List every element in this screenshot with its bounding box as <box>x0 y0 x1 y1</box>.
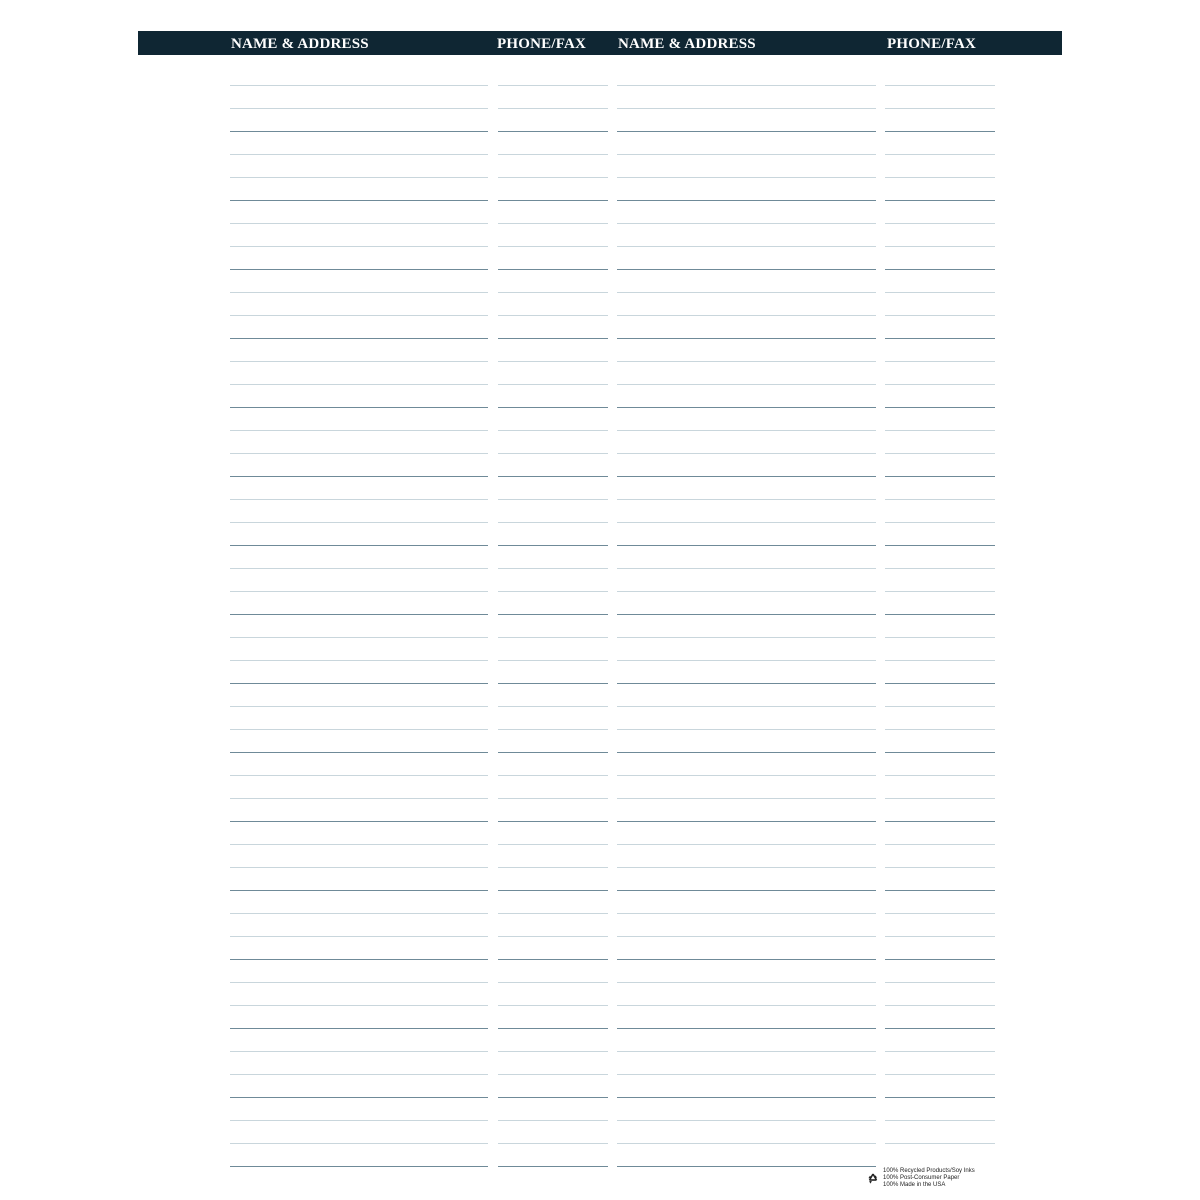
write-line-phone-fax-right <box>885 246 995 247</box>
write-line-name-address-right <box>617 798 876 799</box>
write-line-name-address-right <box>617 1005 876 1006</box>
write-line-name-address-right <box>617 545 876 546</box>
write-line-phone-fax-left <box>498 223 608 224</box>
column-header-phone-fax-right: PHONE/FAX <box>887 36 977 52</box>
write-line-name-address-left <box>230 1097 488 1098</box>
write-line-phone-fax-right <box>885 1120 995 1121</box>
write-line-name-address-left <box>230 591 488 592</box>
write-line-name-address-left <box>230 223 488 224</box>
write-line-phone-fax-right <box>885 890 995 891</box>
write-line-phone-fax-left <box>498 430 608 431</box>
write-line-name-address-left <box>230 1051 488 1052</box>
write-line-name-address-right <box>617 775 876 776</box>
write-line-name-address-left <box>230 200 488 201</box>
write-line-phone-fax-left <box>498 1097 608 1098</box>
write-line-phone-fax-right <box>885 108 995 109</box>
write-line-name-address-right <box>617 246 876 247</box>
footer-line-1: 100% Recycled Products/Soy Inks <box>883 1168 975 1174</box>
write-line-phone-fax-left <box>498 706 608 707</box>
write-line-phone-fax-right <box>885 660 995 661</box>
write-line-phone-fax-right <box>885 269 995 270</box>
write-line-phone-fax-left <box>498 1074 608 1075</box>
write-line-phone-fax-right <box>885 384 995 385</box>
write-line-phone-fax-right <box>885 913 995 914</box>
write-line-phone-fax-left <box>498 361 608 362</box>
column-header-name-address-right: NAME & ADDRESS <box>618 36 756 52</box>
write-line-phone-fax-left <box>498 867 608 868</box>
write-line-name-address-left <box>230 177 488 178</box>
write-line-phone-fax-right <box>885 591 995 592</box>
write-line-phone-fax-left <box>498 407 608 408</box>
write-line-name-address-right <box>617 890 876 891</box>
write-line-name-address-right <box>617 131 876 132</box>
write-line-name-address-left <box>230 821 488 822</box>
write-line-phone-fax-left <box>498 108 608 109</box>
column-header-name-address-left: NAME & ADDRESS <box>231 36 369 52</box>
write-line-phone-fax-right <box>885 430 995 431</box>
write-line-phone-fax-left <box>498 1143 608 1144</box>
write-line-phone-fax-right <box>885 1028 995 1029</box>
write-line-name-address-left <box>230 292 488 293</box>
write-line-phone-fax-left <box>498 476 608 477</box>
write-line-name-address-left <box>230 798 488 799</box>
write-line-name-address-left <box>230 522 488 523</box>
write-line-name-address-right <box>617 85 876 86</box>
write-line-phone-fax-right <box>885 315 995 316</box>
write-line-name-address-left <box>230 706 488 707</box>
write-line-phone-fax-right <box>885 1051 995 1052</box>
write-line-phone-fax-right <box>885 936 995 937</box>
write-line-phone-fax-right <box>885 1005 995 1006</box>
write-line-phone-fax-left <box>498 591 608 592</box>
write-line-phone-fax-left <box>498 315 608 316</box>
write-line-name-address-left <box>230 108 488 109</box>
write-line-phone-fax-left <box>498 775 608 776</box>
write-line-name-address-left <box>230 1028 488 1029</box>
write-line-phone-fax-right <box>885 223 995 224</box>
write-line-phone-fax-left <box>498 1166 608 1167</box>
recycling-notice-text <box>883 1168 975 1189</box>
write-line-name-address-right <box>617 1143 876 1144</box>
write-line-name-address-right <box>617 729 876 730</box>
write-line-name-address-left <box>230 131 488 132</box>
write-line-name-address-right <box>617 430 876 431</box>
write-line-name-address-left <box>230 246 488 247</box>
write-line-name-address-right <box>617 1166 876 1167</box>
write-line-phone-fax-left <box>498 545 608 546</box>
write-line-phone-fax-right <box>885 476 995 477</box>
write-line-phone-fax-right <box>885 798 995 799</box>
write-line-phone-fax-right <box>885 614 995 615</box>
write-line-name-address-right <box>617 384 876 385</box>
write-line-phone-fax-left <box>498 246 608 247</box>
write-line-name-address-right <box>617 453 876 454</box>
write-line-phone-fax-right <box>885 637 995 638</box>
write-line-name-address-right <box>617 752 876 753</box>
write-line-phone-fax-left <box>498 177 608 178</box>
write-line-name-address-right <box>617 568 876 569</box>
write-line-name-address-right <box>617 683 876 684</box>
write-line-name-address-right <box>617 522 876 523</box>
write-line-phone-fax-left <box>498 85 608 86</box>
write-line-name-address-left <box>230 499 488 500</box>
write-line-phone-fax-left <box>498 798 608 799</box>
write-line-phone-fax-right <box>885 85 995 86</box>
write-line-name-address-left <box>230 775 488 776</box>
write-line-phone-fax-right <box>885 407 995 408</box>
write-line-name-address-right <box>617 361 876 362</box>
write-line-phone-fax-left <box>498 269 608 270</box>
write-line-phone-fax-left <box>498 1005 608 1006</box>
write-line-name-address-left <box>230 384 488 385</box>
write-line-phone-fax-left <box>498 729 608 730</box>
write-line-name-address-left <box>230 844 488 845</box>
write-line-name-address-right <box>617 706 876 707</box>
write-line-name-address-left <box>230 982 488 983</box>
write-line-name-address-right <box>617 959 876 960</box>
write-line-name-address-left <box>230 85 488 86</box>
write-line-name-address-left <box>230 1166 488 1167</box>
write-line-name-address-left <box>230 959 488 960</box>
write-line-phone-fax-right <box>885 821 995 822</box>
write-line-phone-fax-right <box>885 752 995 753</box>
write-line-phone-fax-left <box>498 154 608 155</box>
recycling-notice <box>866 1168 1006 1194</box>
write-line-name-address-left <box>230 913 488 914</box>
write-line-name-address-left <box>230 154 488 155</box>
write-line-phone-fax-right <box>885 706 995 707</box>
write-line-name-address-left <box>230 936 488 937</box>
write-line-name-address-right <box>617 660 876 661</box>
write-line-name-address-left <box>230 890 488 891</box>
write-line-phone-fax-right <box>885 1074 995 1075</box>
write-line-name-address-left <box>230 729 488 730</box>
write-line-phone-fax-right <box>885 177 995 178</box>
write-line-phone-fax-right <box>885 292 995 293</box>
write-line-name-address-right <box>617 154 876 155</box>
write-line-phone-fax-left <box>498 890 608 891</box>
write-line-phone-fax-left <box>498 959 608 960</box>
write-line-phone-fax-right <box>885 361 995 362</box>
write-line-phone-fax-left <box>498 292 608 293</box>
write-line-name-address-left <box>230 1143 488 1144</box>
write-line-name-address-right <box>617 1051 876 1052</box>
write-line-name-address-left <box>230 867 488 868</box>
write-line-phone-fax-left <box>498 1028 608 1029</box>
write-line-phone-fax-left <box>498 913 608 914</box>
column-header-phone-fax-left: PHONE/FAX <box>497 36 587 52</box>
footer-line-2: 100% Post-Consumer Paper <box>883 1175 960 1181</box>
write-line-name-address-left <box>230 315 488 316</box>
write-line-name-address-left <box>230 568 488 569</box>
write-line-name-address-right <box>617 315 876 316</box>
write-line-name-address-right <box>617 108 876 109</box>
write-line-phone-fax-right <box>885 775 995 776</box>
write-line-name-address-right <box>617 292 876 293</box>
write-line-name-address-left <box>230 614 488 615</box>
write-line-phone-fax-right <box>885 844 995 845</box>
write-line-phone-fax-left <box>498 614 608 615</box>
write-line-name-address-right <box>617 867 876 868</box>
write-line-name-address-right <box>617 499 876 500</box>
write-line-phone-fax-right <box>885 683 995 684</box>
write-line-phone-fax-left <box>498 660 608 661</box>
write-line-phone-fax-right <box>885 453 995 454</box>
write-line-name-address-right <box>617 1028 876 1029</box>
write-line-name-address-left <box>230 1005 488 1006</box>
write-line-phone-fax-left <box>498 338 608 339</box>
write-line-name-address-right <box>617 614 876 615</box>
write-line-name-address-left <box>230 430 488 431</box>
write-line-phone-fax-right <box>885 131 995 132</box>
write-line-phone-fax-right <box>885 154 995 155</box>
write-line-phone-fax-right <box>885 867 995 868</box>
write-line-name-address-left <box>230 269 488 270</box>
write-line-phone-fax-left <box>498 982 608 983</box>
write-line-phone-fax-right <box>885 545 995 546</box>
recycle-icon <box>866 1172 880 1186</box>
write-line-name-address-right <box>617 476 876 477</box>
write-line-name-address-left <box>230 407 488 408</box>
write-line-name-address-left <box>230 476 488 477</box>
write-line-phone-fax-left <box>498 568 608 569</box>
write-line-phone-fax-right <box>885 729 995 730</box>
write-line-name-address-right <box>617 338 876 339</box>
write-line-name-address-right <box>617 982 876 983</box>
write-line-phone-fax-right <box>885 338 995 339</box>
write-line-name-address-left <box>230 453 488 454</box>
write-line-phone-fax-right <box>885 200 995 201</box>
write-line-phone-fax-left <box>498 453 608 454</box>
write-line-phone-fax-left <box>498 637 608 638</box>
write-line-phone-fax-right <box>885 959 995 960</box>
write-line-phone-fax-left <box>498 844 608 845</box>
write-line-phone-fax-right <box>885 499 995 500</box>
write-line-name-address-right <box>617 1074 876 1075</box>
write-line-name-address-right <box>617 223 876 224</box>
write-line-phone-fax-left <box>498 821 608 822</box>
write-line-phone-fax-right <box>885 1097 995 1098</box>
write-line-name-address-left <box>230 660 488 661</box>
write-line-phone-fax-right <box>885 1143 995 1144</box>
write-line-name-address-left <box>230 637 488 638</box>
write-line-phone-fax-left <box>498 499 608 500</box>
write-line-name-address-left <box>230 545 488 546</box>
write-line-phone-fax-left <box>498 936 608 937</box>
write-line-name-address-right <box>617 936 876 937</box>
write-line-name-address-right <box>617 200 876 201</box>
write-line-name-address-right <box>617 177 876 178</box>
write-line-name-address-left <box>230 1120 488 1121</box>
write-line-name-address-left <box>230 338 488 339</box>
write-line-name-address-right <box>617 591 876 592</box>
write-line-phone-fax-left <box>498 131 608 132</box>
write-line-phone-fax-right <box>885 982 995 983</box>
write-line-phone-fax-left <box>498 683 608 684</box>
write-line-phone-fax-left <box>498 1120 608 1121</box>
write-line-phone-fax-left <box>498 384 608 385</box>
write-line-phone-fax-right <box>885 568 995 569</box>
footer-line-3: 100% Made in the USA <box>883 1182 946 1188</box>
write-line-name-address-left <box>230 361 488 362</box>
write-line-phone-fax-left <box>498 752 608 753</box>
write-line-name-address-right <box>617 637 876 638</box>
write-line-name-address-left <box>230 683 488 684</box>
write-line-phone-fax-left <box>498 1051 608 1052</box>
header-bar <box>138 31 1062 55</box>
write-line-name-address-right <box>617 269 876 270</box>
write-line-phone-fax-right <box>885 522 995 523</box>
write-line-name-address-right <box>617 1097 876 1098</box>
write-line-name-address-left <box>230 752 488 753</box>
write-line-name-address-right <box>617 407 876 408</box>
write-line-name-address-left <box>230 1074 488 1075</box>
write-line-name-address-right <box>617 913 876 914</box>
write-line-phone-fax-left <box>498 522 608 523</box>
write-line-phone-fax-left <box>498 200 608 201</box>
write-line-name-address-right <box>617 1120 876 1121</box>
write-line-name-address-right <box>617 821 876 822</box>
write-line-name-address-right <box>617 844 876 845</box>
